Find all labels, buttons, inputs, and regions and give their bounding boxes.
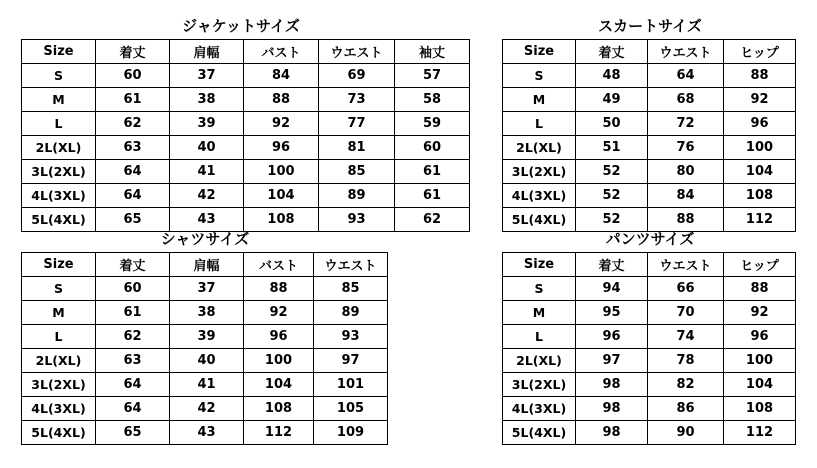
measurement-cell: 88	[648, 208, 724, 232]
measurement-cell: 92	[724, 88, 796, 112]
size-label-cell: 4L(3XL)	[22, 184, 96, 208]
size-label-cell: 3L(2XL)	[22, 373, 96, 397]
column-header: Size	[503, 40, 576, 64]
size-label-cell: 5L(4XL)	[22, 421, 96, 445]
measurement-cell: 52	[576, 208, 648, 232]
measurement-cell: 51	[576, 136, 648, 160]
measurement-cell: 104	[244, 184, 319, 208]
measurement-cell: 70	[648, 301, 724, 325]
measurement-cell: 84	[648, 184, 724, 208]
column-header: 着丈	[576, 253, 648, 277]
measurement-cell: 50	[576, 112, 648, 136]
table-row	[503, 88, 796, 112]
measurement-cell: 61	[96, 88, 170, 112]
measurement-cell: 98	[576, 373, 648, 397]
measurement-cell: 64	[96, 397, 170, 421]
table-row	[22, 136, 470, 160]
measurement-cell: 95	[576, 301, 648, 325]
measurement-cell: 93	[314, 325, 388, 349]
column-header: ヒップ	[724, 40, 796, 64]
measurement-cell: 60	[96, 277, 170, 301]
measurement-cell: 66	[648, 277, 724, 301]
measurement-cell: 100	[724, 349, 796, 373]
measurement-cell: 64	[648, 64, 724, 88]
measurement-cell: 62	[395, 208, 470, 232]
size-label-cell: 2L(XL)	[503, 136, 576, 160]
measurement-cell: 58	[395, 88, 470, 112]
measurement-cell: 109	[314, 421, 388, 445]
table-row	[22, 325, 388, 349]
measurement-cell: 85	[314, 277, 388, 301]
measurement-cell: 92	[244, 301, 314, 325]
column-header: 着丈	[96, 40, 170, 64]
measurement-cell: 76	[648, 136, 724, 160]
table-row	[22, 277, 388, 301]
size-label-cell: S	[503, 64, 576, 88]
column-header: バスト	[244, 40, 319, 64]
size-label-cell: S	[22, 277, 96, 301]
table-row	[22, 160, 470, 184]
measurement-cell: 96	[724, 325, 796, 349]
measurement-cell: 96	[724, 112, 796, 136]
measurement-cell: 39	[170, 325, 244, 349]
measurement-cell: 64	[96, 373, 170, 397]
measurement-cell: 100	[724, 136, 796, 160]
measurement-cell: 105	[314, 397, 388, 421]
measurement-cell: 98	[576, 397, 648, 421]
measurement-cell: 88	[244, 88, 319, 112]
size-label-cell: 2L(XL)	[22, 349, 96, 373]
measurement-cell: 72	[648, 112, 724, 136]
table-row	[503, 397, 796, 421]
size-label-cell: 2L(XL)	[503, 349, 576, 373]
measurement-cell: 65	[96, 421, 170, 445]
table-row	[22, 64, 470, 88]
measurement-cell: 49	[576, 88, 648, 112]
measurement-cell: 100	[244, 160, 319, 184]
size-label-cell: L	[503, 112, 576, 136]
table-row	[22, 373, 388, 397]
measurement-cell: 39	[170, 112, 244, 136]
table-row	[22, 184, 470, 208]
measurement-cell: 96	[576, 325, 648, 349]
size-label-cell: 5L(4XL)	[22, 208, 96, 232]
size-label-cell: 3L(2XL)	[503, 160, 576, 184]
measurement-cell: 81	[319, 136, 395, 160]
measurement-cell: 94	[576, 277, 648, 301]
measurement-cell: 104	[724, 160, 796, 184]
header-row	[503, 40, 796, 64]
measurement-cell: 40	[170, 136, 244, 160]
table-row	[503, 301, 796, 325]
column-header: バスト	[244, 253, 314, 277]
pants-size-table	[502, 252, 796, 445]
measurement-cell: 43	[170, 421, 244, 445]
table-row	[22, 208, 470, 232]
measurement-cell: 97	[576, 349, 648, 373]
skirt-size-title: スカートサイズ	[598, 17, 702, 35]
table-row	[22, 421, 388, 445]
size-label-cell: M	[22, 88, 96, 112]
measurement-cell: 88	[244, 277, 314, 301]
column-header: ウエスト	[648, 253, 724, 277]
column-header: 袖丈	[395, 40, 470, 64]
size-label-cell: L	[503, 325, 576, 349]
measurement-cell: 73	[319, 88, 395, 112]
measurement-cell: 38	[170, 301, 244, 325]
measurement-cell: 52	[576, 184, 648, 208]
measurement-cell: 52	[576, 160, 648, 184]
measurement-cell: 74	[648, 325, 724, 349]
measurement-cell: 78	[648, 349, 724, 373]
table-row	[503, 277, 796, 301]
measurement-cell: 62	[96, 325, 170, 349]
measurement-cell: 40	[170, 349, 244, 373]
table-row	[503, 136, 796, 160]
measurement-cell: 97	[314, 349, 388, 373]
measurement-cell: 63	[96, 349, 170, 373]
column-header: 肩幅	[170, 253, 244, 277]
measurement-cell: 41	[170, 160, 244, 184]
size-label-cell: S	[22, 64, 96, 88]
measurement-cell: 43	[170, 208, 244, 232]
measurement-cell: 112	[244, 421, 314, 445]
column-header: ウエスト	[314, 253, 388, 277]
size-label-cell: 4L(3XL)	[503, 397, 576, 421]
measurement-cell: 104	[724, 373, 796, 397]
size-label-cell: M	[503, 88, 576, 112]
column-header: Size	[22, 40, 96, 64]
measurement-cell: 61	[96, 301, 170, 325]
table-row	[503, 373, 796, 397]
table-row	[22, 88, 470, 112]
measurement-cell: 57	[395, 64, 470, 88]
measurement-cell: 37	[170, 64, 244, 88]
header-row	[22, 40, 470, 64]
measurement-cell: 82	[648, 373, 724, 397]
measurement-cell: 68	[648, 88, 724, 112]
measurement-cell: 64	[96, 160, 170, 184]
pants-size-title: パンツサイズ	[605, 230, 695, 248]
jacket-size-table	[21, 39, 470, 232]
column-header: 肩幅	[170, 40, 244, 64]
measurement-cell: 89	[314, 301, 388, 325]
header-row	[503, 253, 796, 277]
measurement-cell: 65	[96, 208, 170, 232]
measurement-cell: 100	[244, 349, 314, 373]
table-row	[503, 208, 796, 232]
column-header: Size	[503, 253, 576, 277]
shirt-size-table	[21, 252, 388, 445]
measurement-cell: 104	[244, 373, 314, 397]
table-row	[22, 112, 470, 136]
measurement-cell: 88	[724, 277, 796, 301]
jacket-size-title: ジャケットサイズ	[182, 17, 300, 35]
measurement-cell: 98	[576, 421, 648, 445]
measurement-cell: 92	[244, 112, 319, 136]
measurement-cell: 108	[244, 397, 314, 421]
measurement-cell: 48	[576, 64, 648, 88]
size-label-cell: M	[22, 301, 96, 325]
measurement-cell: 86	[648, 397, 724, 421]
measurement-cell: 90	[648, 421, 724, 445]
measurement-cell: 41	[170, 373, 244, 397]
measurement-cell: 112	[724, 208, 796, 232]
header-row	[22, 253, 388, 277]
table-row	[22, 397, 388, 421]
table-row	[503, 421, 796, 445]
size-label-cell: L	[22, 112, 96, 136]
measurement-cell: 112	[724, 421, 796, 445]
measurement-cell: 80	[648, 160, 724, 184]
measurement-cell: 62	[96, 112, 170, 136]
size-label-cell: L	[22, 325, 96, 349]
table-row	[22, 301, 388, 325]
column-header: Size	[22, 253, 96, 277]
shirt-size-title: シャツサイズ	[160, 230, 250, 248]
table-row	[503, 349, 796, 373]
table-row	[503, 160, 796, 184]
size-label-cell: 4L(3XL)	[503, 184, 576, 208]
measurement-cell: 101	[314, 373, 388, 397]
measurement-cell: 77	[319, 112, 395, 136]
size-label-cell: 5L(4XL)	[503, 421, 576, 445]
measurement-cell: 42	[170, 184, 244, 208]
measurement-cell: 38	[170, 88, 244, 112]
size-label-cell: S	[503, 277, 576, 301]
measurement-cell: 61	[395, 160, 470, 184]
measurement-cell: 69	[319, 64, 395, 88]
measurement-cell: 42	[170, 397, 244, 421]
measurement-cell: 96	[244, 325, 314, 349]
measurement-cell: 88	[724, 64, 796, 88]
size-label-cell: 3L(2XL)	[503, 373, 576, 397]
measurement-cell: 108	[724, 397, 796, 421]
measurement-cell: 60	[96, 64, 170, 88]
size-label-cell: 3L(2XL)	[22, 160, 96, 184]
measurement-cell: 92	[724, 301, 796, 325]
measurement-cell: 59	[395, 112, 470, 136]
measurement-cell: 84	[244, 64, 319, 88]
column-header: ヒップ	[724, 253, 796, 277]
measurement-cell: 89	[319, 184, 395, 208]
table-row	[22, 349, 388, 373]
table-row	[503, 325, 796, 349]
column-header: 着丈	[576, 40, 648, 64]
measurement-cell: 60	[395, 136, 470, 160]
measurement-cell: 64	[96, 184, 170, 208]
measurement-cell: 108	[244, 208, 319, 232]
column-header: ウエスト	[319, 40, 395, 64]
column-header: ウエスト	[648, 40, 724, 64]
column-header: 着丈	[96, 253, 170, 277]
table-row	[503, 184, 796, 208]
size-label-cell: M	[503, 301, 576, 325]
size-label-cell: 5L(4XL)	[503, 208, 576, 232]
measurement-cell: 37	[170, 277, 244, 301]
measurement-cell: 85	[319, 160, 395, 184]
measurement-cell: 61	[395, 184, 470, 208]
measurement-cell: 63	[96, 136, 170, 160]
measurement-cell: 93	[319, 208, 395, 232]
table-row	[503, 112, 796, 136]
measurement-cell: 96	[244, 136, 319, 160]
size-label-cell: 2L(XL)	[22, 136, 96, 160]
table-row	[503, 64, 796, 88]
skirt-size-table	[502, 39, 796, 232]
measurement-cell: 108	[724, 184, 796, 208]
size-label-cell: 4L(3XL)	[22, 397, 96, 421]
